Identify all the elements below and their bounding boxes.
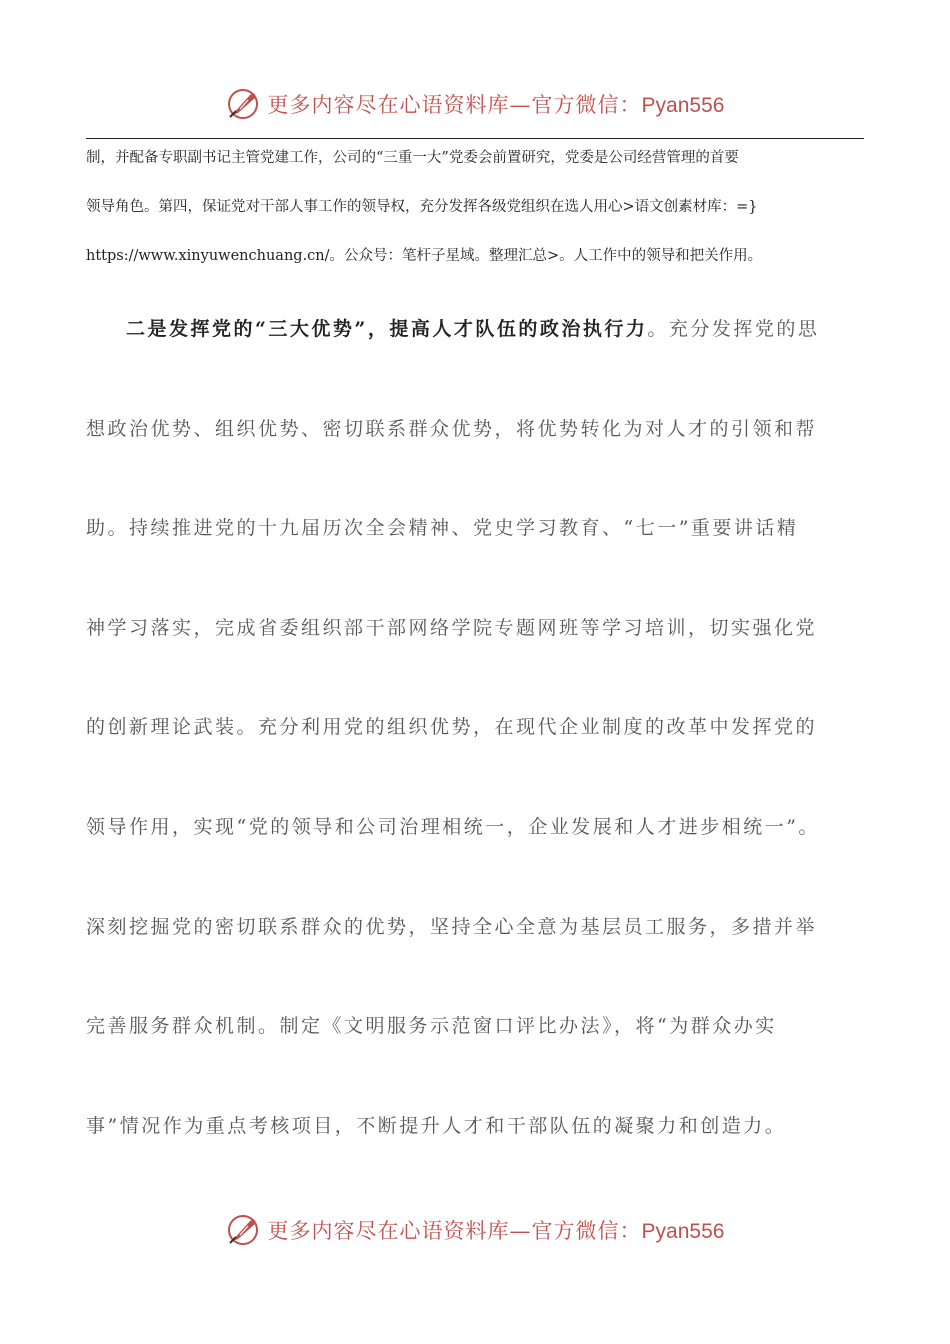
paragraph-first-line-rest: 。充分发挥党的思 [647,318,820,340]
footer-banner [0,1210,950,1250]
paragraph-line: 神学习落实，完成省委组织部干部网络学院专题网班等学习培训，切实强化党 [86,616,818,639]
wechat-id: Pyan556 [641,94,725,117]
small-paragraph [86,142,864,289]
header-banner [0,84,950,124]
quill-logo-icon [226,1213,260,1247]
small-line: https://www.xinyuwenchuang.cn/。公众号：笔杆子星域。整理汇总>。人工作中的领导和把关作用。 [86,248,763,264]
paragraph-line: 的创新理论武装。充分利用党的组织优势，在现代企业制度的改革中发挥党的 [86,716,818,739]
paragraph-line: 深刻挖掘党的密切联系群众的优势，坚持全心全意为基层员工服务，多措并举 [86,915,818,938]
paragraph-first-line [86,306,876,406]
quill-logo-icon [226,87,260,121]
small-line: 制，并配备专职副书记主管党建工作，公司的“三重一大”党委会前置研究，党委是公司经营管理的首要 [86,150,739,166]
wechat-id: Pyan556 [641,1220,725,1243]
small-line: 领导角色。第四，保证党对干部人事工作的领导权，充分发挥各级党组织在选人用心>语文创素材库：=} [86,199,758,215]
paragraph-line: 完善服务群众机制。制定《文明服务示范窗口评比办法》，将“为群众办实 [86,1015,777,1038]
paragraph-line: 领导作用，实现“党的领导和公司治理相统一，企业发展和人才进步相统一”。 [86,815,820,838]
paragraph-line: 助。持续推进党的十九届历次全会精神、党史学习教育、“七一”重要讲话精 [86,517,799,540]
paragraph-lead: 二是发挥党的“三大优势”，提高人才队伍的政治执行力 [126,318,648,340]
main-paragraph [86,306,876,1202]
banner-text: 更多内容尽在心语资料库—官方微信：Pyan556 [267,1219,725,1243]
header-divider [86,138,864,139]
paragraph-line: 想政治优势、组织优势、密切联系群众优势，将优势转化为对人才的引领和帮 [86,417,818,440]
banner-text: 更多内容尽在心语资料库—官方微信：Pyan556 [267,93,725,117]
paragraph-line: 事”情况作为重点考核项目，不断提升人才和干部队伍的凝聚力和创造力。 [86,1114,787,1137]
